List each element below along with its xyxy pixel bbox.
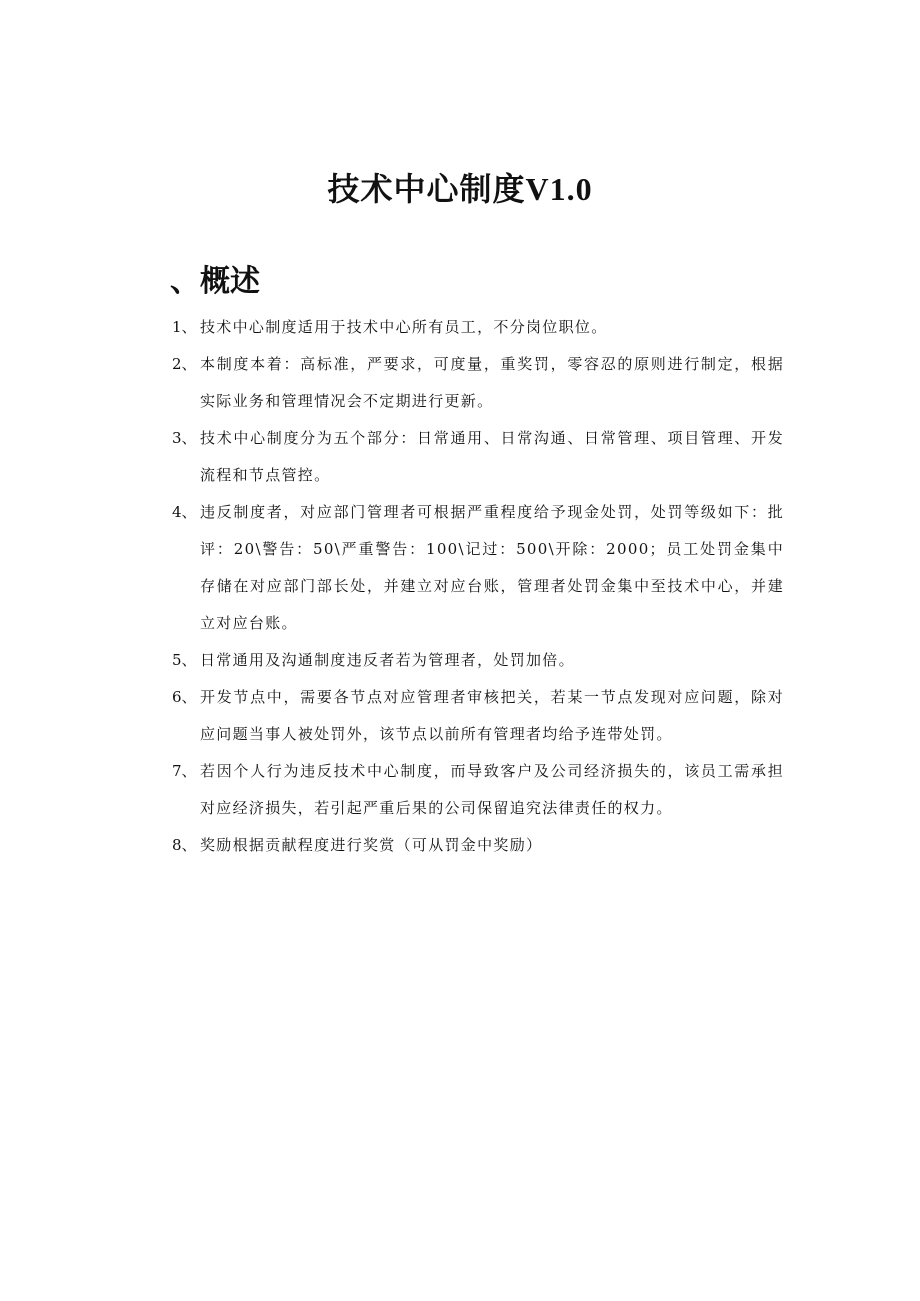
item-number: 3、 bbox=[172, 429, 197, 447]
item-text: 技术中心制度分为五个部分：日常通用、日常沟通、日常管理、项目管理、开发流程和节点管控。 bbox=[200, 429, 784, 484]
item-number: 8、 bbox=[172, 836, 197, 854]
policy-item bbox=[172, 309, 784, 346]
item-text: 本制度本着：高标准，严要求，可度量，重奖罚，零容忍的原则进行制定，根据实际业务和管理情况会不定期进行更新。 bbox=[200, 355, 784, 410]
item-number: 7、 bbox=[172, 762, 197, 780]
item-number: 5、 bbox=[172, 651, 197, 669]
policy-item bbox=[172, 827, 784, 864]
item-number: 1、 bbox=[172, 318, 197, 336]
policy-item bbox=[172, 642, 784, 679]
item-number: 6、 bbox=[172, 688, 197, 706]
section-heading: 、概述 bbox=[170, 263, 260, 299]
item-text: 开发节点中，需要各节点对应管理者审核把关，若某一节点发现对应问题，除对应问题当事人被处罚外，该节点以前所有管理者均给予连带处罚。 bbox=[200, 688, 784, 743]
item-text: 技术中心制度适用于技术中心所有员工，不分岗位职位。 bbox=[200, 318, 608, 336]
item-text: 违反制度者，对应部门管理者可根据严重程度给予现金处罚，处罚等级如下：批评：20\警告：50\严重警告：100\记过：500\开除：2000；员工处罚金集中存储在对应部门部长处，并建立对应台账，管理者处罚金集中至技术中心，并建立对应台账。 bbox=[200, 503, 784, 632]
document-title bbox=[0, 167, 920, 211]
policy-item bbox=[172, 346, 784, 420]
policy-list bbox=[172, 309, 784, 864]
item-text: 奖励根据贡献程度进行奖赏（可从罚金中奖励） bbox=[200, 836, 543, 854]
policy-item bbox=[172, 753, 784, 827]
policy-item bbox=[172, 494, 784, 642]
item-number: 2、 bbox=[172, 355, 197, 373]
item-text: 若因个人行为违反技术中心制度，而导致客户及公司经济损失的，该员工需承担对应经济损失，若引起严重后果的公司保留追究法律责任的权力。 bbox=[200, 762, 784, 817]
policy-item bbox=[172, 679, 784, 753]
policy-item bbox=[172, 420, 784, 494]
item-text: 日常通用及沟通制度违反者若为管理者，处罚加倍。 bbox=[200, 651, 575, 669]
title-version: V1.0 bbox=[525, 171, 593, 208]
item-number: 4、 bbox=[172, 503, 197, 521]
title-text: 技术中心制度 bbox=[327, 170, 526, 209]
